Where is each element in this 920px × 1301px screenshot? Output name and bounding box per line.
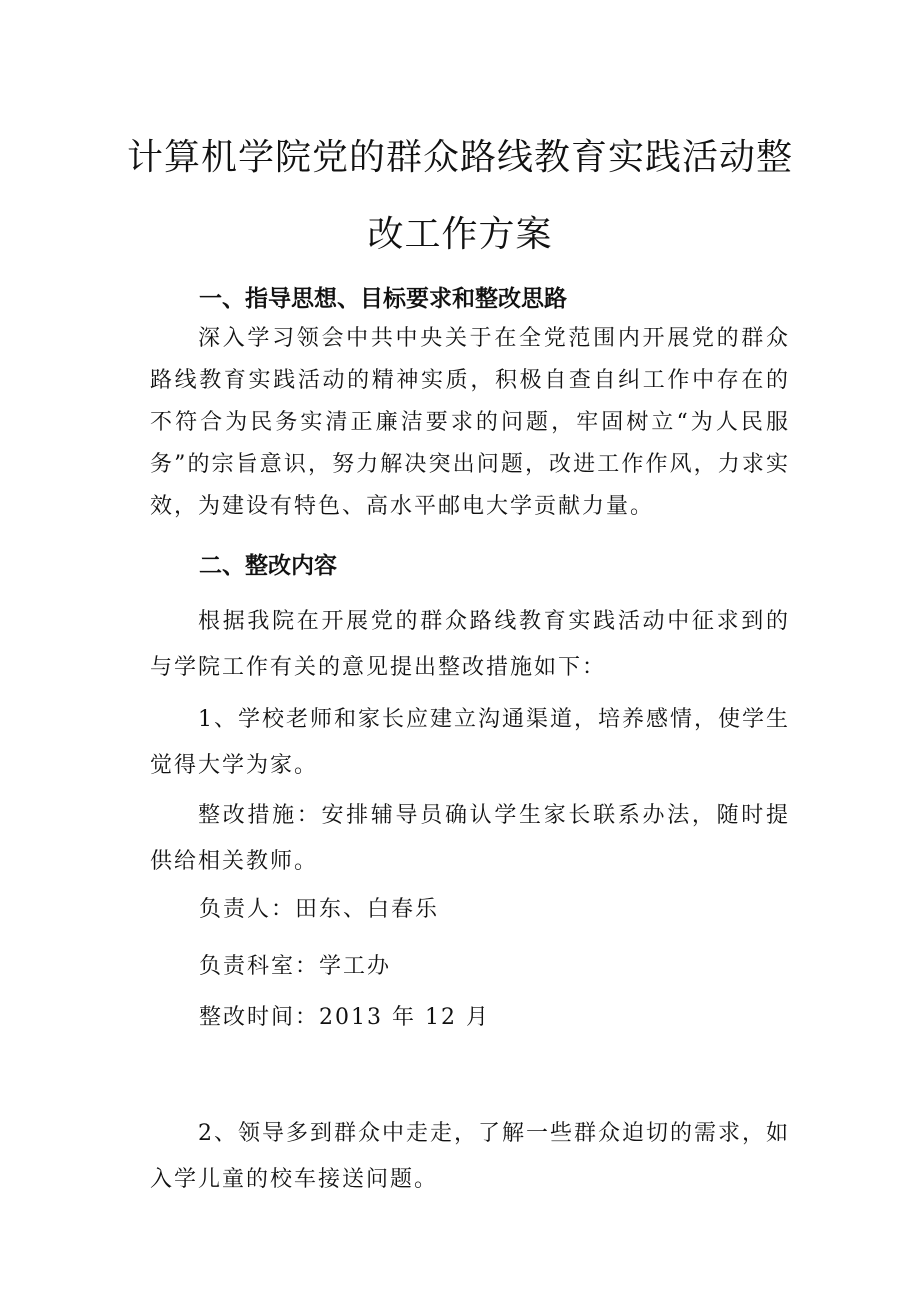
section1-body: 深入学习领会中共中央关于在全党范围内开展党的群众路线教育实践活动的精神实质，积极自查自纠工作中存在的不符合为民务实清正廉洁要求的问题，牢固树立“为人民服务”的宗旨意识，努力解决突出问题，改进工作作风，力求实效，为建设有特色、高水平邮电大学贡献力量。 bbox=[150, 326, 790, 519]
section2-basis-paragraph: 根据我院在开展党的群众路线教育实践活动中征求到的与学院工作有关的意见提出整改措施如下： bbox=[150, 609, 790, 680]
section1-heading: 一、指导思想、目标要求和整改思路 bbox=[199, 286, 567, 312]
item1-responsible-department: 负责科室：学工办 bbox=[199, 954, 392, 979]
item1-measure: 整改措施：安排辅导员确认学生家长联系办法，随时提供给相关教师。 bbox=[150, 803, 790, 874]
item1-responsible-person: 负责人：田东、白春乐 bbox=[199, 897, 440, 922]
document-title-line1: 计算机学院党的群众路线教育实践活动整 bbox=[126, 137, 793, 178]
document-title-line2: 改工作方案 bbox=[367, 214, 553, 255]
item2-text: 2、领导多到群众中走走，了解一些群众迫切的需求，如入学儿童的校车接送问题。 bbox=[150, 1121, 790, 1192]
item1-rectification-time: 整改时间：2013 年 12 月 bbox=[199, 1005, 490, 1030]
item1-text: 1、学校老师和家长应建立沟通渠道，培养感情，使学生觉得大学为家。 bbox=[150, 707, 790, 778]
section2-heading: 二、整改内容 bbox=[199, 553, 337, 579]
